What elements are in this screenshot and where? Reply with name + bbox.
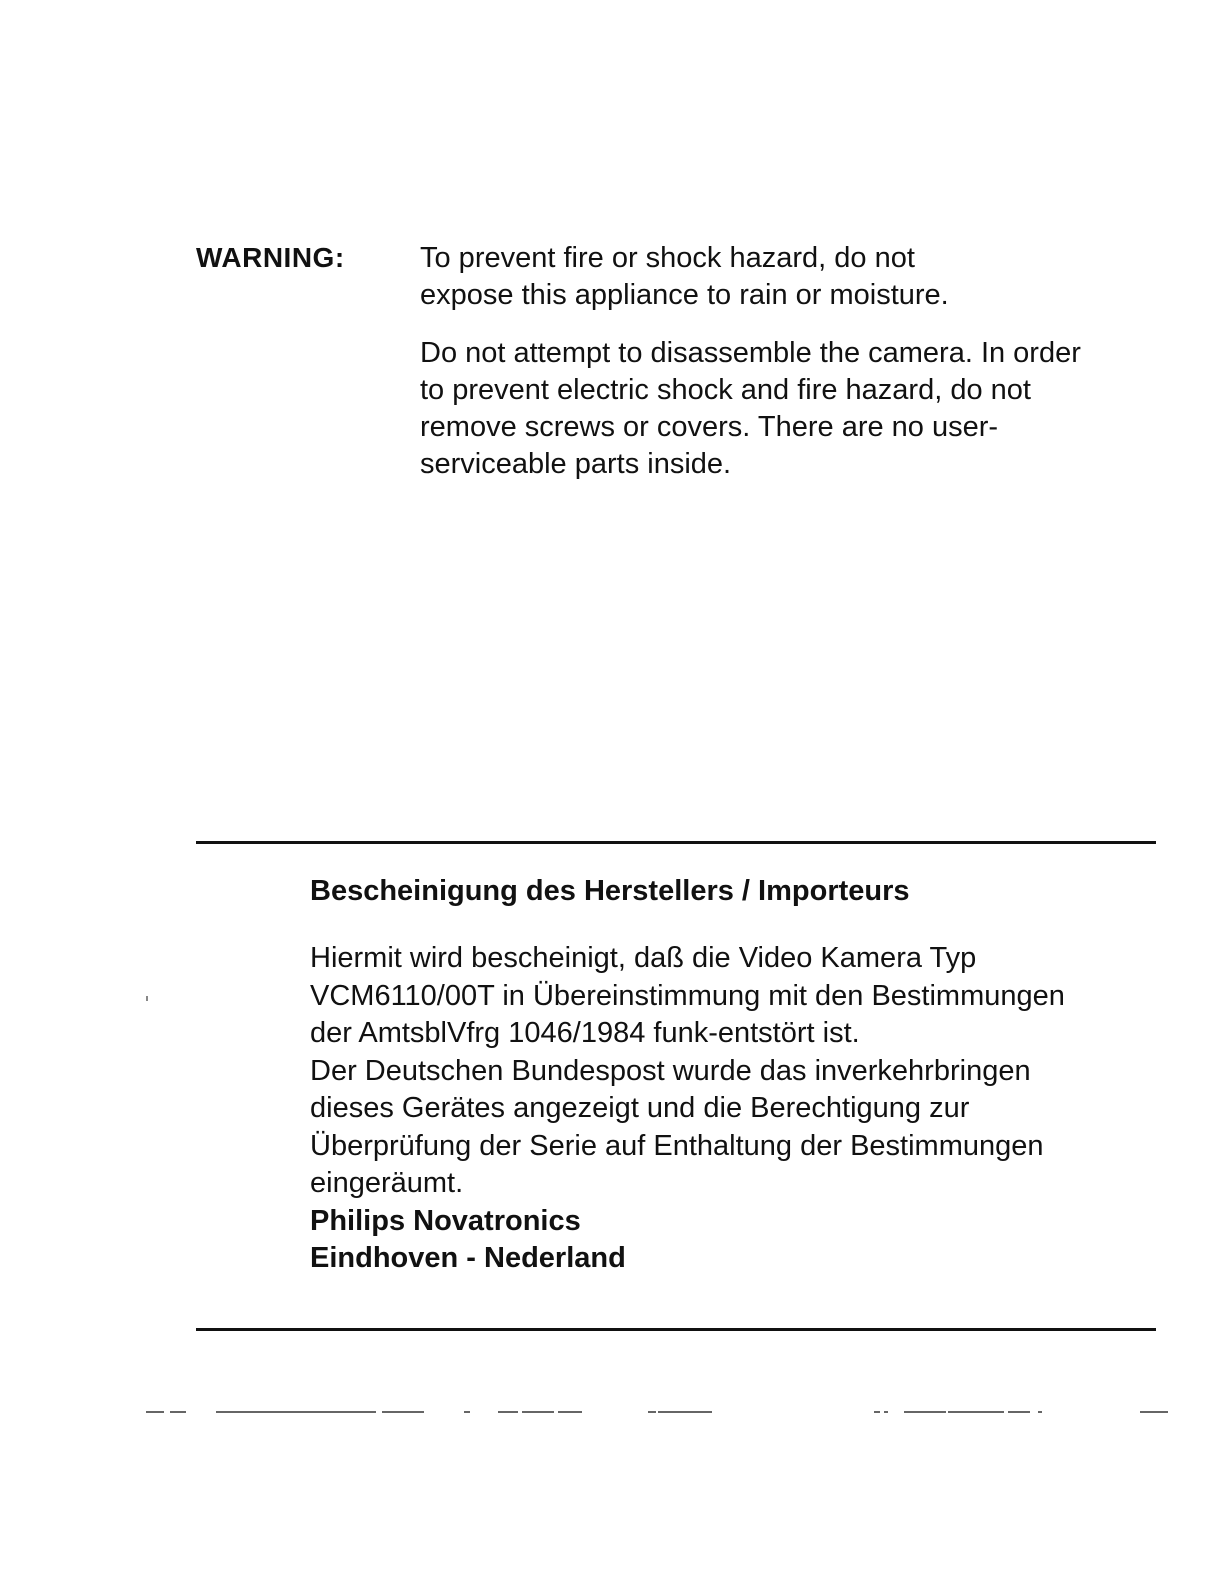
warning-line: To prevent fire or shock hazard, do not: [420, 242, 915, 274]
certificate-line: Der Deutschen Bundespost wurde das inverkehrbringen: [310, 1054, 1031, 1087]
certificate-section: [310, 873, 1170, 1278]
scan-artifact-dashes: [146, 1410, 1176, 1414]
certificate-line: eingeräumt.: [310, 1167, 464, 1199]
certificate-line: dieses Gerätes angezeigt und die Berechtigung zur: [310, 1092, 970, 1124]
company-name: Philips Novatronics: [310, 1204, 581, 1237]
company-location: Eindhoven - Nederland: [310, 1242, 626, 1274]
certificate-line: VCM6110/00T in Übereinstimmung mit den Bestimmungen: [310, 979, 1065, 1012]
certificate-line: der AmtsblVfrg 1046/1984 funk-entstört ist.: [310, 1017, 860, 1049]
top-divider: [196, 841, 1156, 844]
warning-line: serviceable parts inside.: [420, 448, 732, 480]
scan-artifact: [146, 996, 148, 1001]
warning-text: [420, 240, 1180, 483]
certificate-line: Hiermit wird bescheinigt, daß die Video Kamera Typ: [310, 942, 977, 974]
bottom-divider: [196, 1328, 1156, 1331]
warning-paragraph-disassemble: [420, 335, 1180, 483]
certificate-line: Überprüfung der Serie auf Enthaltung der Bestimmungen: [310, 1129, 1044, 1162]
warning-line: Do not attempt to disassemble the camera. In order: [420, 337, 1081, 369]
certificate-title: Bescheinigung des Herstellers / Importeurs: [310, 875, 910, 907]
warning-paragraph-fire: [420, 240, 1180, 314]
certificate-body: [310, 940, 1170, 1278]
warning-label: WARNING:: [196, 242, 345, 273]
warning-line: to prevent electric shock and fire hazard, do not: [420, 374, 1031, 406]
warning-line: expose this appliance to rain or moisture.: [420, 279, 949, 311]
warning-line: remove screws or covers. There are no user-: [420, 411, 999, 443]
scan-dashes-graphic: [146, 1410, 1176, 1414]
